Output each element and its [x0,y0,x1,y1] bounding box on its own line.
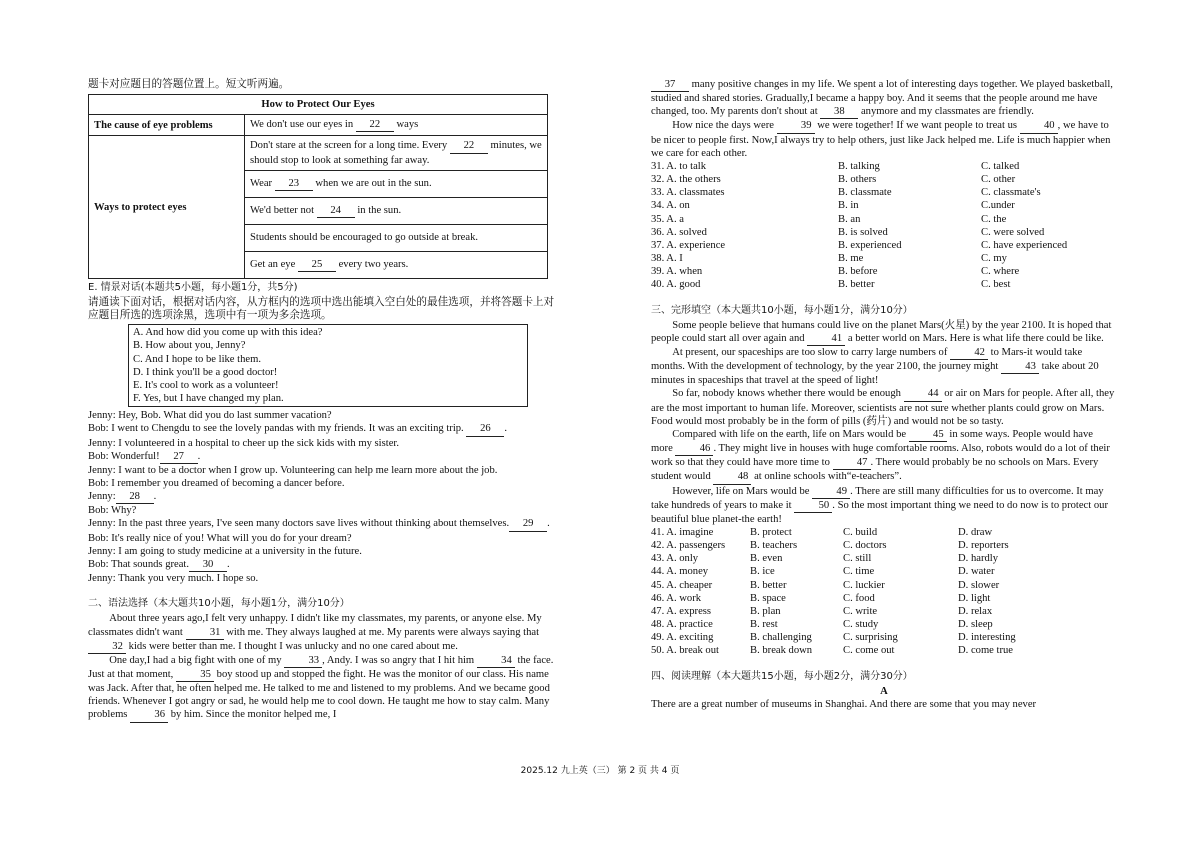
blank-28: 28 [116,490,154,504]
blank-27: 27 [160,450,198,464]
cloze-paragraph-3: So far, nobody knows whether there would be enough 44 or air on Mars for people. After all, they are the most important to human life. Moreover, scientists are not sure whether plants could grow on Mars. Food would most probably be in the form of pills (药片) and would not be so tasty. [651,388,1115,427]
option: D. light [958,592,991,604]
blank-44: 44 [904,387,942,401]
section-3-heading: 三、完形填空（本大题共10小题，每小题1分，满分10分） [651,304,913,316]
dialogue-option: E. It's cool to work as a volunteer! [133,379,279,391]
option: B. others [838,174,877,186]
passage-letter: A [880,685,888,697]
option: 41. A. imagine [651,527,714,538]
option: B. in [838,200,859,212]
option: C. surprising [843,632,898,644]
grammar-paragraph-2-cont: 37 many positive changes in my life. We spent a lot of interesting days together. We played basketball, studied and shared stories. Gradually,I became a happy boy. And it seems that the people around me have changed, too. My parents don't shout at 38 anymore and my classmates are friendly. [651,78,1117,119]
cloze-paragraph-2: At present, our spaceships are too slow to carry large numbers of 42 to Mars-it would take months. With the development of technology, by the year 2100, the journey might 43 take about 20 minutes in spaceships that travel at the speed of light! [651,346,1099,387]
option: C.under [981,200,1015,212]
option: D. come true [958,645,1014,657]
blank-30: 30 [189,558,227,572]
option: C. were solved [981,226,1045,238]
option: C. come out [843,645,895,657]
section-e-instruction: 请通读下面对话，根据对话内容，从方框内的选项中选出能填入空白处的最佳选项，并将答题卡上对应题目所选的选项涂黑，选项中有一项为多余选项。 [88,296,555,322]
blank-26: 26 [466,422,504,436]
ways-label: Ways to protect eyes [89,136,245,278]
option: C. classmate's [981,187,1041,199]
blank-46: 46 [675,442,713,456]
blank-29: 29 [509,517,547,531]
option: C. time [843,566,875,578]
blank-47: 47 [833,456,871,470]
option: 31. A. to talk [651,160,707,172]
grammar-paragraph-1: About three years ago,I felt very unhappy. I didn't like my classmates, my parents, or anyone else. My classmates didn't want 31 with me. They always laughed at me. My parents were always saying that 32 kids were better than me. I thought I was unlucky and no one cared about me. [88,612,560,653]
option: D. sleep [958,619,993,631]
blank-43: 43 [1001,360,1039,374]
blank-36: 36 [130,708,168,722]
dialogue-line: Bob: Why? [88,505,137,517]
option: C. other [981,174,1016,186]
blank-32: 32 [88,640,126,654]
option: C. the [981,213,1007,225]
dialogue-option: F. Yes, but I have changed my plan. [133,393,284,405]
dialogue-option: C. And I hope to be like them. [133,353,261,365]
option: 44. A. money [651,566,709,578]
blank-50: 50 [794,499,832,513]
option: B. before [838,266,878,278]
blank-33: 33 [284,654,322,668]
option: C. study [843,619,879,631]
option: C. build [843,527,878,538]
option: B. challenging [750,632,812,644]
blank-34: 34 [477,654,515,668]
dialogue-line: Bob: That sounds great. 30 . [88,558,560,572]
option: B. plan [750,605,781,617]
cloze-options [651,526,1117,658]
option: D. slower [958,579,1000,591]
option: C. best [981,279,1011,291]
option: B. break down [750,645,813,657]
cloze-paragraph-5: However, life on Mars would be 49 . There are still many difficulties for us to overcome. It may take hundreds of years to make it 50 . So the most important thing we need to do now is to protect our beautiful blue planet-the earth! [651,485,1108,525]
option: D. hardly [958,553,999,565]
dialogue-line: Jenny: I want to be a doctor when I grow up. Volunteering can help me learn more about the job. [88,464,498,476]
reading-paragraph-1: There are a great number of museums in Shanghai. And there are some that you may never [651,698,1037,710]
top-instruction: 题卡对应题目的答题位置上。短文听两遍。 [88,79,290,90]
option: C. still [843,553,872,565]
blank-48: 48 [713,470,751,484]
cloze-paragraph-4: Compared with life on the earth, life on Mars would be 45 in some ways. People would have more 46 . They might live in houses with huge comfortable rooms. Also, robots would do a lot of their work so that they could have more time to 47 . There would probably be no schools on Mars. Every student would 48 at online schools with“e-teachers”. [651,428,1117,485]
cloze-paragraph-1: Some people believe that humans could live on the planet Mars(火星) by the year 2100. It is hoped that people could start all over again and 41 a better world on Mars. Here is what life there could be like. [651,319,1117,346]
blank-38: 38 [820,105,858,119]
blank-49: 49 [812,485,850,499]
way-row-1: Don't stare at the screen for a long time. Every 22 minutes, we should stop to look at something far away. [245,136,548,170]
blank-37: 37 [651,78,689,92]
option: B. rest [750,619,778,631]
option: B. an [838,213,861,225]
eye-protection-table [88,94,548,279]
option: C. write [843,605,878,617]
blank-22: 22 [356,118,394,132]
option: C. doctors [843,540,887,552]
option: 37. A. experience [651,239,726,251]
option: 34. A. on [651,200,690,212]
option: 35. A. a [651,213,684,225]
blank-42: 42 [950,346,988,360]
dialogue-option: A. And how did you come up with this idea? [133,327,323,339]
dialogue [88,409,560,585]
option: B. better [838,279,875,291]
option: D. relax [958,605,993,617]
option: 43. A. only [651,553,699,565]
option: 46. A. work [651,592,702,604]
blank-41: 41 [807,332,845,346]
option: B. me [838,253,864,265]
grammar-options [651,160,1117,292]
dialogue-option: D. I think you'll be a good doctor! [133,366,278,378]
way-row-5: Get an eye 25 every two years. [245,251,548,278]
option: D. draw [958,527,993,538]
page-footer: 2025.12 九上英（三） 第 2 页 共 4 页 [520,766,680,776]
option: B. space [750,592,786,604]
section-2-heading: 二、语法选择（本大题共10小题，每小题1分，满分10分） [88,598,350,610]
dialogue-line: Bob: It's really nice of you! What will you do for your dream? [88,532,352,544]
cause-label: The cause of eye problems [89,115,245,136]
option: 40. A. good [651,279,701,291]
option: 39. A. when [651,266,703,278]
option: D. reporters [958,540,1009,552]
option: B. even [750,553,783,565]
option: 48. A. practice [651,619,713,631]
option: 38. A. I [651,253,683,265]
option: 36. A. solved [651,226,707,238]
dialogue-line: Jenny: Hey, Bob. What did you do last summer vacation? [88,410,332,422]
option: B. experienced [838,239,902,251]
way-row-4: Students should be encouraged to go outside at break. [245,224,548,251]
option: B. classmate [838,187,892,199]
option: D. interesting [958,632,1016,644]
way-row-2: Wear 23 when we are out in the sun. [245,170,548,197]
way-row-3: We'd better not 24 in the sun. [245,197,548,224]
right-column [651,78,1117,711]
blank-31: 31 [186,626,224,640]
blank-39: 39 [777,119,815,133]
option: 42. A. passengers [651,540,726,552]
option: 50. A. break out [651,645,719,657]
grammar-paragraph-3: How nice the days were 39 we were together! If we want people to treat us 40 , we have to be nicer to people first. Now,I always try to help others, just like Jack helped me. Life is much happier when we care for each other. [651,120,1111,159]
option: B. better [750,579,787,591]
blank-45: 45 [909,428,947,442]
option: C. luckier [843,579,885,591]
option: C. food [843,592,875,604]
blank-35: 35 [176,668,214,682]
grammar-paragraph-2: One day,I had a big fight with one of my 33 , Andy. I was so angry that I hit him 34 the face. Just at that moment, 35 boy stood up and stopped the fight. He was the monitor of our class. His name was Jack. After that, he often helped me. He talked to me and listened to my problems. And we became good friends. Whenever I got angry or sad, he would help me to cool down. He taught me how to stay calm. Many problems 36 by him. Since the monitor helped me, I [88,654,560,723]
option: 33. A. classmates [651,187,725,199]
option: B. ice [750,566,775,578]
dialogue-line: Jenny: In the past three years, I've seen many doctors save lives without thinking about themselves. 29 . [88,517,560,531]
option: C. talked [981,160,1020,172]
dialogue-line: Jenny: I am going to study medicine at a university in the future. [88,545,362,557]
cause-row: We don't use our eyes in 22 ways [245,115,548,136]
dialogue-options-box [128,324,528,407]
section-4-heading: 四、阅读理解（本大题共15小题，每小题2分，满分30分） [651,670,913,682]
option: 47. A. express [651,605,712,617]
option: 32. A. the others [651,174,721,186]
dialogue-line: Jenny: 28 . [88,490,560,504]
blank-40: 40 [1020,119,1058,133]
dialogue-line: Jenny: I volunteered in a hospital to cheer up the sick kids with my sister. [88,437,399,449]
option: B. talking [838,160,880,172]
option: B. is solved [838,226,888,238]
dialogue-line: Bob: Wonderful! 27 . [88,450,560,464]
left-column [88,78,560,723]
option: B. protect [750,527,792,538]
dialogue-line: Bob: I remember you dreamed of becoming a dancer before. [88,477,345,489]
option: B. teachers [750,540,798,552]
option: 49. A. exciting [651,632,714,644]
option: C. have experienced [981,239,1068,251]
section-e-heading: E. 情景对话(本题共5小题，每小题1分，共5分) [88,281,298,293]
dialogue-line: Jenny: Thank you very much. I hope so. [88,573,259,585]
option: 45. A. cheaper [651,579,713,591]
option: D. water [958,566,995,578]
option: C. where [981,266,1020,278]
table-title: How to Protect Our Eyes [89,95,548,115]
dialogue-option: B. How about you, Jenny? [133,340,246,352]
option: C. my [981,253,1007,265]
dialogue-line: Bob: I went to Chengdu to see the lovely pandas with my friends. It was an exciting trip. 26 . [88,422,560,436]
